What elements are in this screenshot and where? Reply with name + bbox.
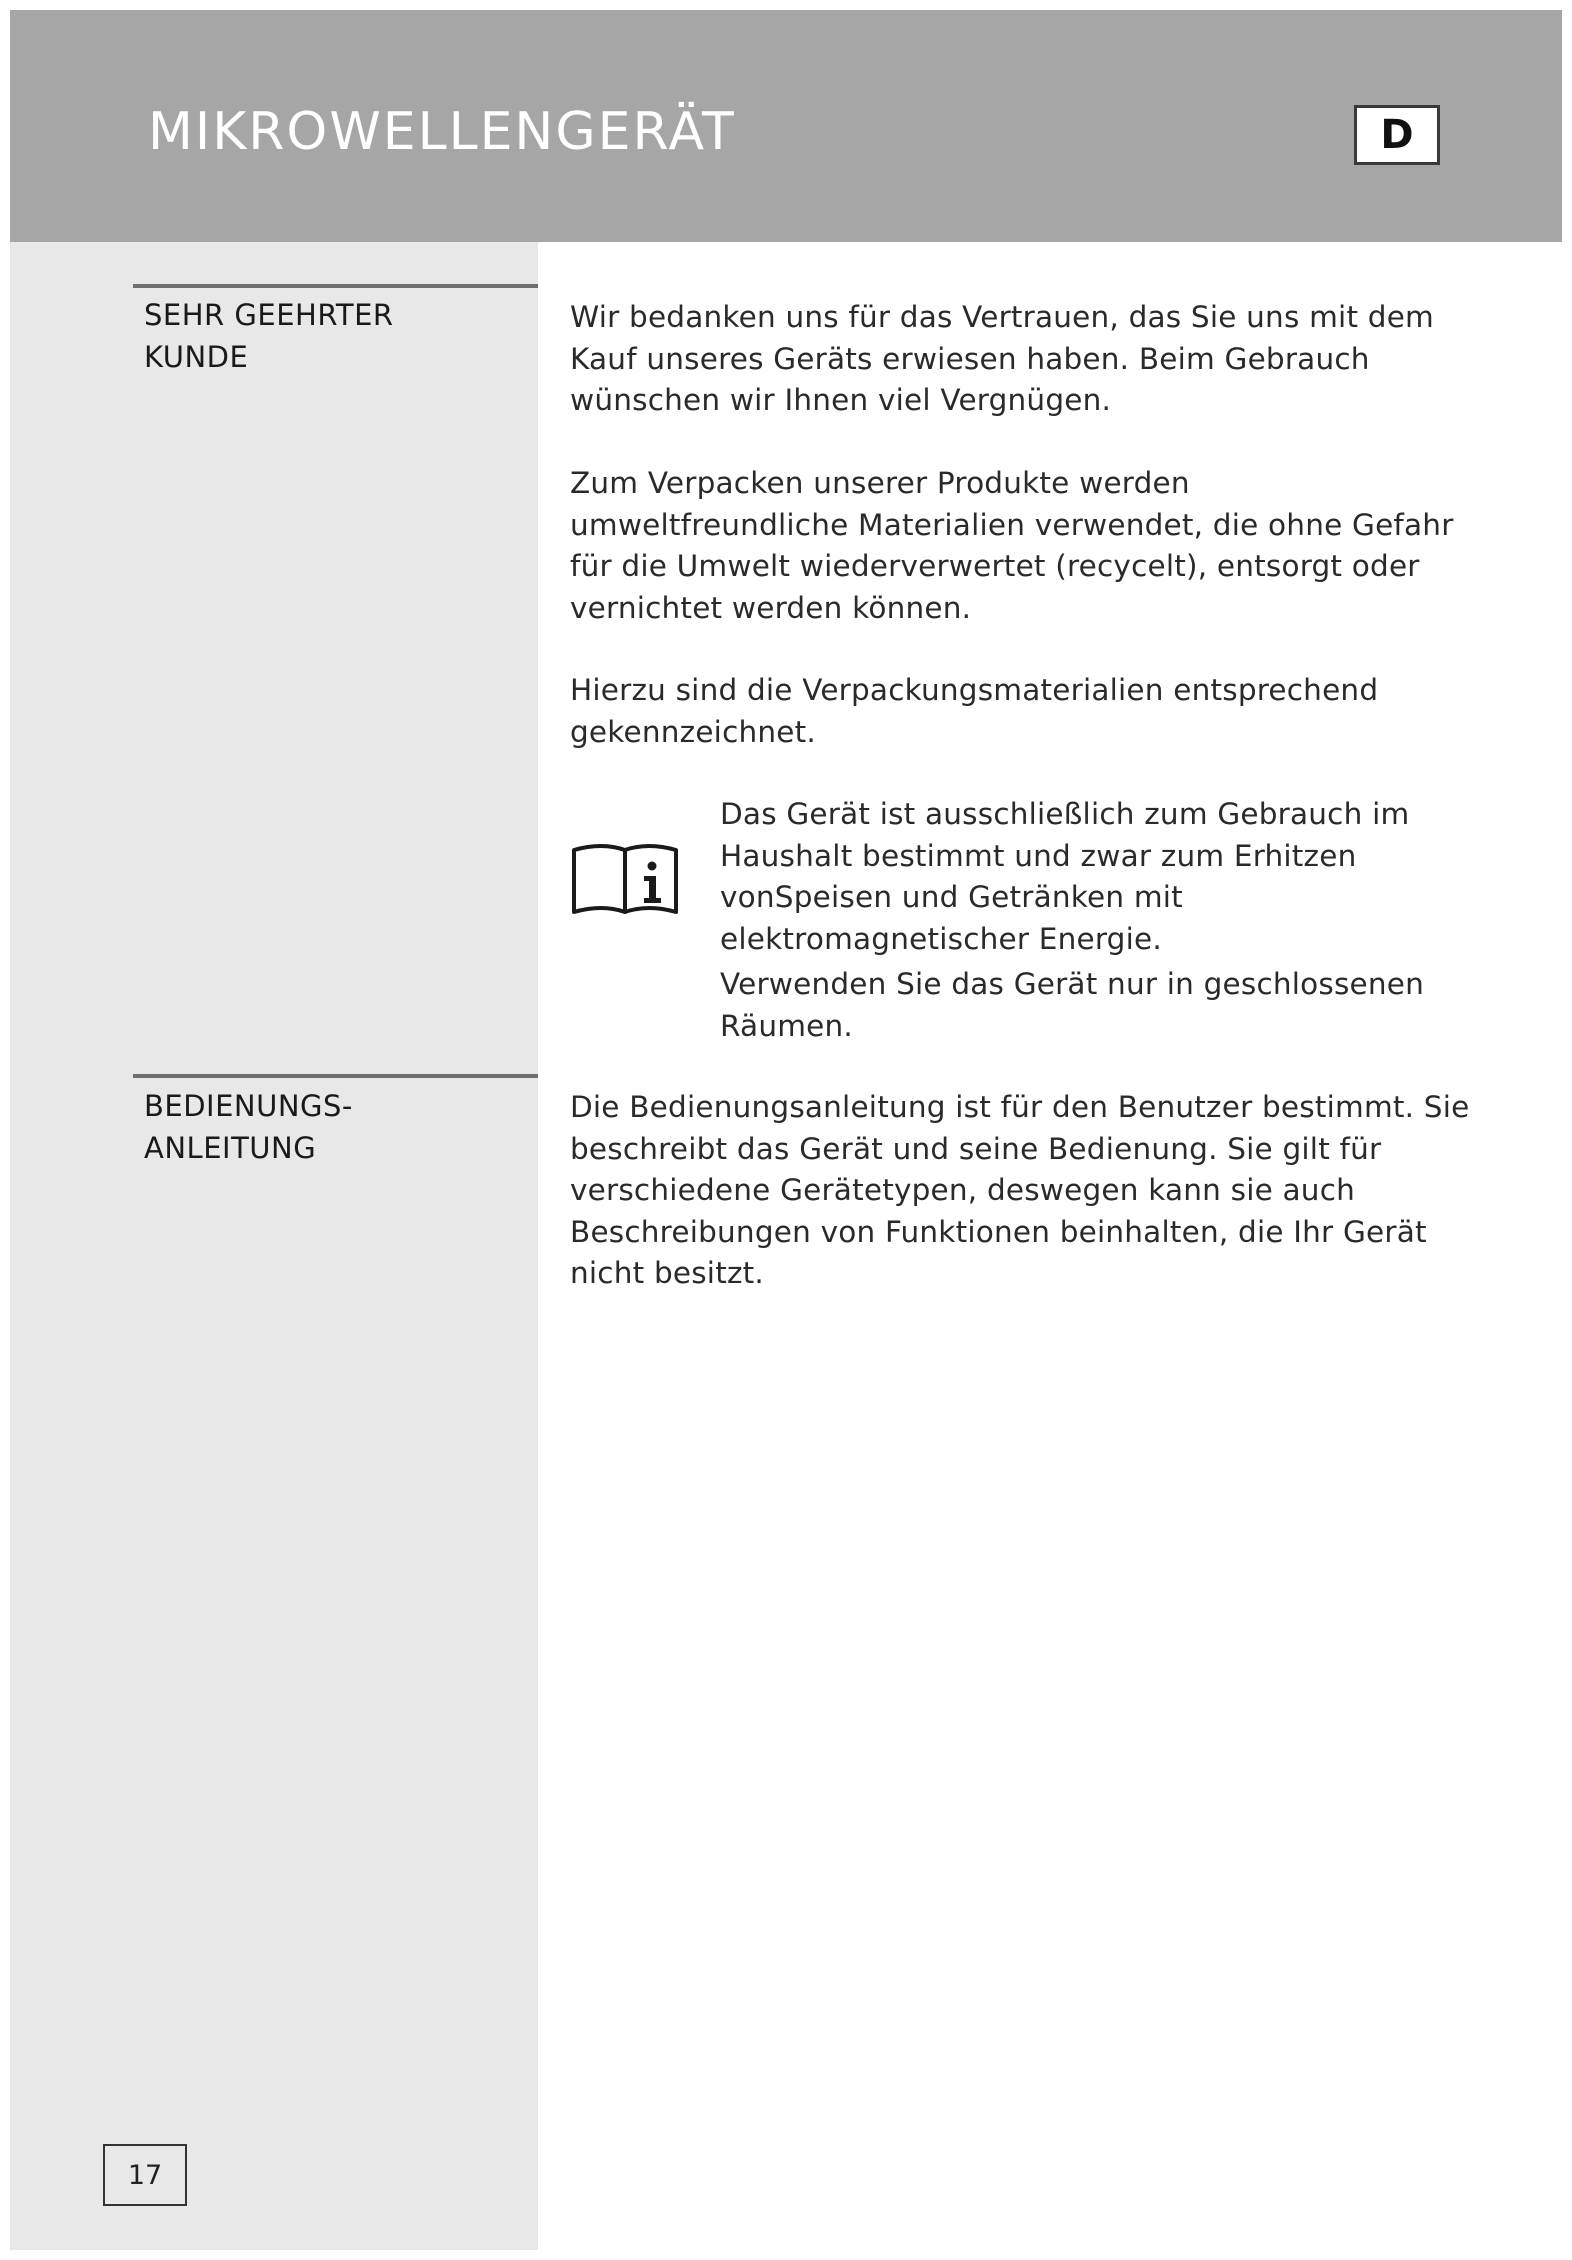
page-number: 17	[103, 2144, 187, 2206]
section-label-manual: BEDIENUNGS- ANLEITUNG	[144, 1089, 353, 1165]
note-paragraph-indoors: Verwenden Sie das Gerät nur in geschlossenen Räumen.	[720, 967, 1425, 1043]
manual-paragraph: Die Bedienungsanleitung ist für den Benutzer bestimmt. Sie beschreibt das Gerät und seine Bedienung. Sie gilt für verschiedene Gerätetypen, deswegen kann sie auch Beschreibungen von Funktionen beinhalten, die Ihr Gerät nicht besitzt.	[570, 1090, 1470, 1290]
note-paragraph-usage: Das Gerät ist ausschließlich zum Gebrauch im Haushalt bestimmt und zwar zum Erhitzen vonSpeisen und Getränken mit elektromagnetischer Energie.	[720, 797, 1410, 956]
page-header	[10, 10, 1562, 242]
customer-paragraph-thanks: Wir bedanken uns für das Vertrauen, das Sie uns mit dem Kauf unseres Geräts erwiesen haben. Beim Gebrauch wünschen wir Ihnen viel Vergnügen.	[570, 300, 1434, 417]
sidebar-column	[10, 242, 538, 2250]
section-divider-customer	[133, 284, 538, 288]
customer-paragraph-marking: Hierzu sind die Verpackungsmaterialien entsprechend gekennzeichnet.	[570, 673, 1379, 749]
section-label-customer: SEHR GEEHRTER KUNDE	[144, 298, 394, 374]
language-badge: D	[1354, 105, 1440, 165]
section-divider-manual	[133, 1074, 538, 1078]
page-title: MIKROWELLENGERÄT	[148, 102, 736, 162]
customer-paragraph-packaging: Zum Verpacken unserer Produkte werden umweltfreundliche Materialien verwendet, die ohne Gefahr für die Umwelt wiederverwertet (recycelt), entsorgt oder vernichtet werden können.	[570, 466, 1454, 625]
manual-info-icon	[570, 836, 680, 918]
